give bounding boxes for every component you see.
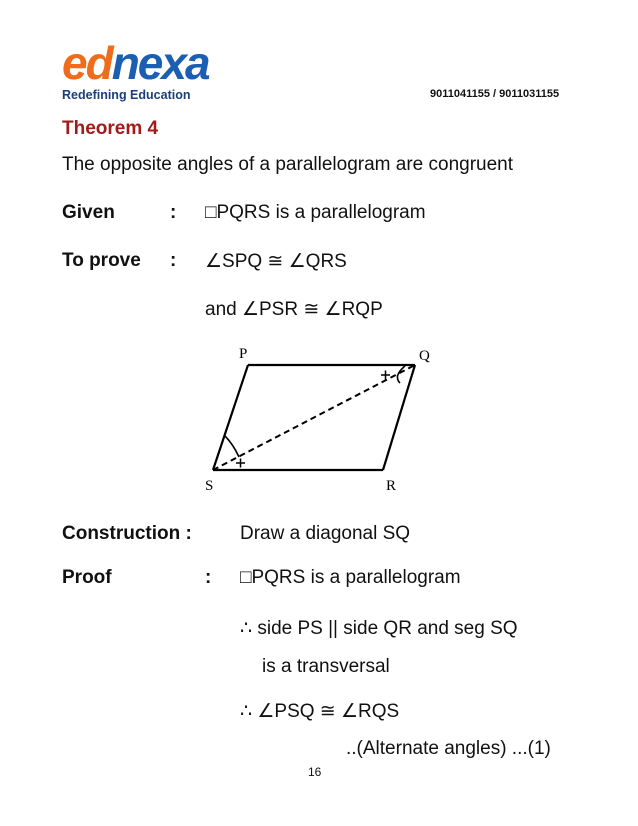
logo-tagline: Redefining Education — [62, 88, 191, 102]
label-p: P — [239, 346, 248, 362]
angle-arc-s — [225, 436, 239, 457]
to-prove-label: To prove — [62, 250, 141, 271]
tick-mark-q — [381, 371, 390, 380]
parallelogram-figure — [195, 340, 445, 500]
given-colon: : — [170, 202, 177, 223]
to-prove-line2: and ∠PSR ≅ ∠RQP — [205, 299, 383, 320]
proof-colon: : — [205, 567, 212, 588]
proof-line3: is a transversal — [262, 656, 390, 677]
proof-line5: ..(Alternate angles) ...(1) — [346, 738, 551, 759]
page-number: 16 — [308, 765, 322, 779]
proof-line4: ∴ ∠PSQ ≅ ∠RQS — [240, 701, 400, 722]
construction-text: Draw a diagonal SQ — [240, 523, 411, 544]
label-q: Q — [419, 348, 430, 364]
theorem-statement: The opposite angles of a parallelogram are congruent — [62, 154, 514, 175]
logo-nexa: nexa — [111, 37, 209, 89]
ednexa-logo — [62, 37, 242, 102]
theorem-title: Theorem 4 — [62, 118, 159, 139]
given-label: Given — [62, 202, 115, 223]
to-prove-line1: ∠SPQ ≅ ∠QRS — [205, 251, 347, 272]
logo-wordmark — [62, 37, 242, 89]
given-text: □PQRS is a parallelogram — [205, 202, 426, 223]
phone-numbers: 9011041155 / 9011031155 — [430, 88, 560, 100]
angle-arc-q — [397, 366, 405, 383]
construction-label: Construction : — [62, 523, 192, 544]
label-r: R — [386, 478, 397, 494]
to-prove-colon: : — [170, 250, 177, 271]
proof-line1: □PQRS is a parallelogram — [240, 567, 461, 588]
proof-label: Proof — [62, 567, 112, 588]
logo-ed: ed — [62, 37, 112, 89]
tick-mark-s — [236, 459, 245, 468]
label-s: S — [205, 478, 214, 494]
proof-line2: ∴ side PS || side QR and seg SQ — [240, 618, 518, 639]
